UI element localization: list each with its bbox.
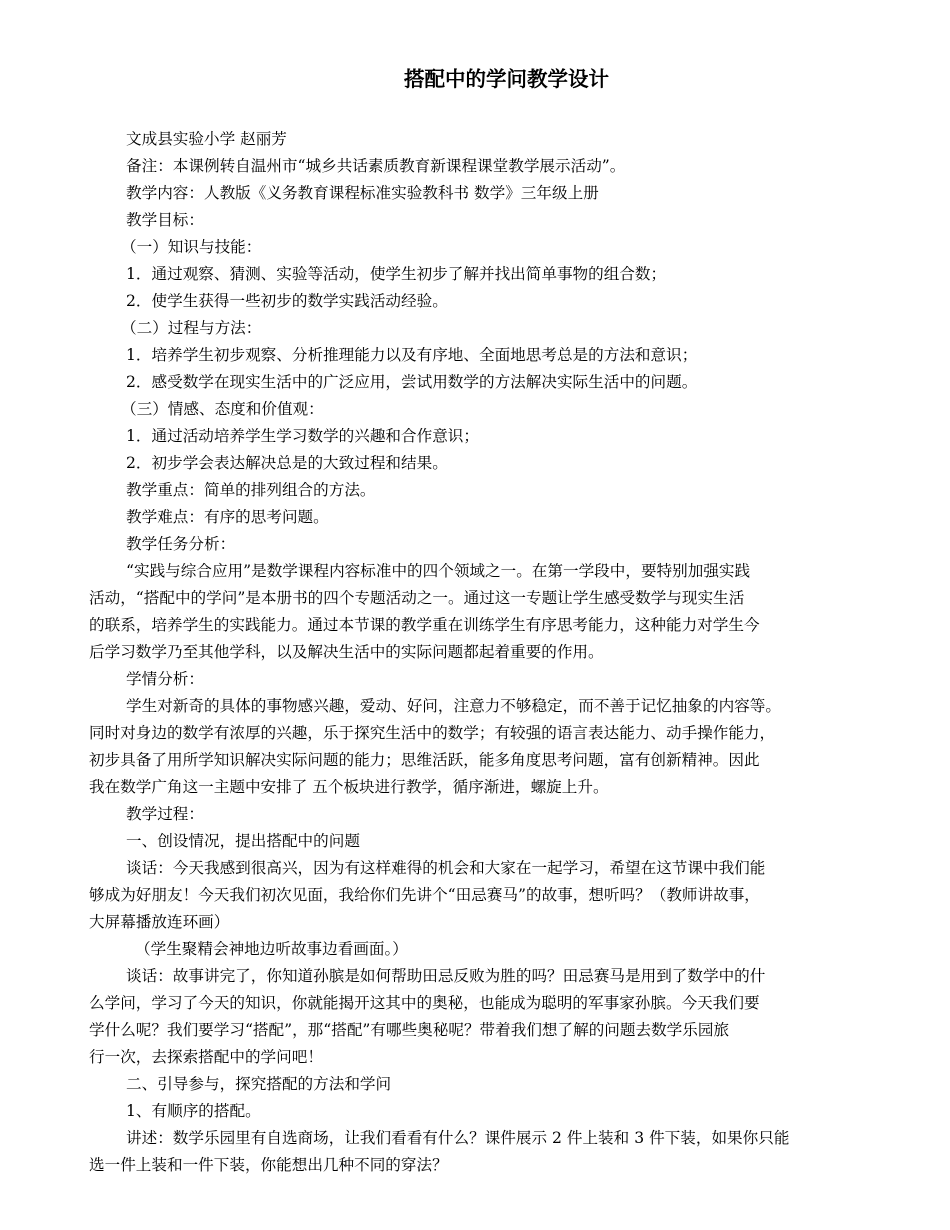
page-title: 搭配中的学问教学设计 xyxy=(404,67,609,91)
paragraph-line: 后学习数学乃至其他学科，以及解决生活中的实际问题都起着重要的作用。 xyxy=(89,643,604,661)
student-analysis-paragraph xyxy=(89,693,910,801)
goals-heading: 教学目标： xyxy=(126,211,204,229)
step1-heading: 一、创设情况，提出搭配中的问题 xyxy=(126,832,360,850)
goal3-heading: （三）情感、态度和价值观： xyxy=(121,400,324,418)
content-line: 教学内容：人教版《义务教育课程标准实验教科书 数学》三年级上册 xyxy=(126,184,599,202)
goal1-item-1: 1．通过观察、猜测、实验等活动，使学生初步了解并找出简单事物的组合数； xyxy=(126,265,667,283)
paragraph-line: 学什么呢？我们要学习“搭配”，那“搭配”有哪些奥秘呢？带着我们想了解的问题去数学乐园旅 xyxy=(89,1021,730,1039)
student-analysis-heading: 学情分析： xyxy=(126,670,204,688)
paragraph-line: 谈话：今天我感到很高兴，因为有这样难得的机会和大家在一起学习，希望在这节课中我们能 xyxy=(126,859,766,877)
note-line: 备注：本课例转自温州市“城乡共话素质教育新课程课堂教学展示活动”。 xyxy=(126,157,626,175)
paragraph-line: 够成为好朋友！今天我们初次见面，我给你们先讲个“田忌赛马”的故事，想听吗？（教师讲故事， xyxy=(89,886,760,904)
paragraph-line: “实践与综合应用”是数学课程内容标准中的四个领域之一。在第一学段中，要特别加强实践 xyxy=(126,562,751,580)
paragraph-line: 学生对新奇的具体的事物感兴趣，爱动、好问，注意力不够稳定，而不善于记忆抽象的内容等。 xyxy=(126,697,781,715)
paragraph-line: 么学问，学习了今天的知识，你就能揭开这其中的奥秘，也能成为聪明的军事家孙膑。今天我们要 xyxy=(89,994,760,1012)
paragraph-line: 选一件上装和一件下装，你能想出几种不同的穿法？ xyxy=(89,1156,448,1174)
paragraph-line: 讲述：数学乐园里有自选商场，让我们看看有什么？课件展示 2 件上装和 3 件下装，如果你只能 xyxy=(126,1129,790,1147)
ordered-matching-heading: 1、有顺序的搭配。 xyxy=(126,1102,261,1120)
process-heading: 教学过程： xyxy=(126,805,204,823)
goal1-heading: （一）知识与技能： xyxy=(121,238,262,256)
goal1-item-2: 2．使学生获得一些初步的数学实践活动经验。 xyxy=(126,292,448,310)
goal3-item-2: 2．初步学会表达解决总是的大致过程和结果。 xyxy=(126,454,448,472)
paragraph-line: 同时对身边的数学有浓厚的兴趣，乐于探究生活中的数学；有较强的语言表达能力、动手操作能力， xyxy=(89,724,776,742)
paragraph-line: 行一次，去探索搭配中的学问吧！ xyxy=(89,1048,323,1066)
task-analysis-heading: 教学任务分析： xyxy=(126,535,236,553)
talk2-paragraph xyxy=(89,963,910,1071)
difficult-point-line: 教学难点：有序的思考问题。 xyxy=(126,508,329,526)
author-line: 文成县实验小学 赵丽芳 xyxy=(126,130,287,148)
goal2-heading: （二）过程与方法： xyxy=(121,319,262,337)
listen-line: （学生聚精会神地边听故事边看画面。） xyxy=(135,940,408,958)
task-analysis-paragraph xyxy=(89,558,910,666)
talk1-paragraph xyxy=(89,855,910,936)
goal2-item-2: 2．感受数学在现实生活中的广泛应用，尝试用数学的方法解决实际生活中的问题。 xyxy=(126,373,698,391)
goal3-item-1: 1．通过活动培养学生学习数学的兴趣和合作意识； xyxy=(126,427,479,445)
paragraph-line: 的联系，培养学生的实践能力。通过本节课的教学重在训练学生有序思考能力，这种能力对学生今 xyxy=(89,616,760,634)
paragraph-line: 初步具备了用所学知识解决实际问题的能力；思维活跃，能多角度思考问题，富有创新精神。因此 xyxy=(89,751,760,769)
paragraph-line: 谈话：故事讲完了，你知道孙膑是如何帮助田忌反败为胜的吗？田忌赛马是用到了数学中的什 xyxy=(126,967,766,985)
step2-heading: 二、引导参与，探究搭配的方法和学问 xyxy=(126,1075,392,1093)
explain-paragraph xyxy=(89,1125,910,1179)
paragraph-line: 活动，“搭配中的学问”是本册书的四个专题活动之一。通过这一专题让学生感受数学与现实生活 xyxy=(89,589,745,607)
paragraph-line: 大屏幕播放连环画） xyxy=(89,913,230,931)
key-point-line: 教学重点：简单的排列组合的方法。 xyxy=(126,481,376,499)
goal2-item-1: 1．培养学生初步观察、分析推理能力以及有序地、全面地思考总是的方法和意识； xyxy=(126,346,698,364)
paragraph-line: 我在数学广角这一主题中安排了 五个板块进行教学，循序渐进，螺旋上升。 xyxy=(89,778,609,796)
